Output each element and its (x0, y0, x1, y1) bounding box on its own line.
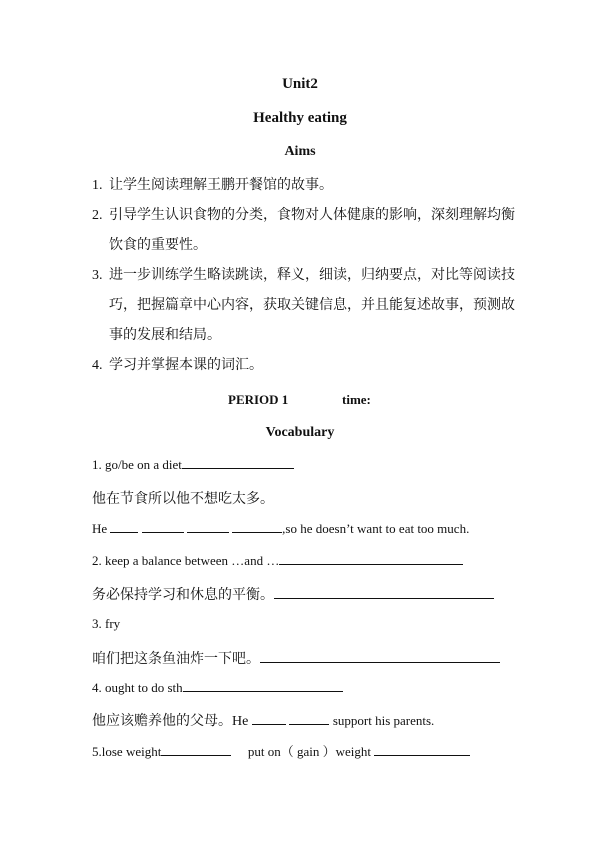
chinese-sentence: 咱们把这条鱼油炸一下吧。 (92, 652, 260, 667)
aim-number: 3. (92, 268, 103, 283)
vocab-phrase: 2. keep a balance between …and … (92, 553, 280, 568)
answer-blank[interactable] (187, 520, 229, 533)
period-label: PERIOD 1 (228, 392, 289, 407)
sentence-end: support his parents. (332, 713, 435, 728)
aim-text: 学习并掌握本课的词汇。 (109, 358, 263, 373)
unit-title: Unit2 (282, 76, 318, 92)
chinese-sentence: 务必保持学习和休息的平衡。 (92, 588, 274, 603)
answer-blank[interactable] (183, 679, 343, 692)
vocab-item-5 (92, 741, 470, 760)
answer-blank[interactable] (161, 743, 231, 756)
vocab-phrase: 1. go/be on a diet (92, 457, 182, 472)
aim-number: 4. (92, 358, 103, 373)
answer-blank[interactable] (274, 586, 494, 599)
aim-text: 引导学生认识食物的分类，食物对人体健康的影响，深刻理解均衡饮食的重要性。 (109, 208, 515, 253)
aim-number: 1. (92, 178, 103, 193)
vocab-item-1-english (92, 520, 469, 537)
vocab-item-3-chinese (92, 648, 500, 668)
vocab-phrase-2: put on（ gain ）weight (247, 744, 371, 759)
vocab-item-4-chinese (92, 710, 434, 730)
vocab-phrase: 4. ought to do sth (92, 680, 183, 695)
answer-blank[interactable] (110, 520, 138, 533)
vocabulary-heading: Vocabulary (265, 425, 335, 440)
answer-blank[interactable] (374, 743, 470, 756)
answer-blank[interactable] (142, 520, 184, 533)
answer-blank[interactable] (252, 712, 286, 725)
answer-blank[interactable] (289, 712, 329, 725)
aim-item (92, 351, 522, 381)
aims-heading: Aims (284, 144, 316, 159)
sentence-end: ,so he doesn’t want to eat too much. (282, 521, 470, 536)
aim-number: 2. (92, 208, 103, 223)
answer-blank[interactable] (260, 650, 500, 663)
chinese-sentence: 他应该赡养他的父母。He (92, 714, 249, 729)
aim-item (92, 171, 522, 201)
answer-blank[interactable] (182, 456, 294, 469)
aim-item (92, 261, 522, 351)
sentence-start: He (92, 521, 108, 536)
vocab-item-4 (92, 679, 343, 696)
lesson-title: Healthy eating (253, 110, 347, 126)
vocab-phrase: 5.lose weight (92, 744, 162, 759)
vocab-item-2-chinese (92, 584, 494, 604)
vocab-item-1-chinese: 他在节食所以他不想吃太多。 (92, 492, 274, 507)
vocab-item-1 (92, 456, 294, 473)
aim-text: 让学生阅读理解王鹏开餐馆的故事。 (109, 178, 333, 193)
answer-blank[interactable] (232, 520, 282, 533)
aim-item (92, 201, 522, 261)
vocab-item-3: 3. fry (92, 616, 121, 631)
vocab-item-2 (92, 552, 463, 569)
answer-blank[interactable] (279, 552, 463, 565)
aim-text: 进一步训练学生略读跳读，释义，细读，归纳要点，对比等阅读技巧，把握篇章中心内容，获取关键信息，并且能复述故事，预测故事的发展和结局。 (109, 268, 515, 343)
time-label: time: (342, 392, 371, 407)
